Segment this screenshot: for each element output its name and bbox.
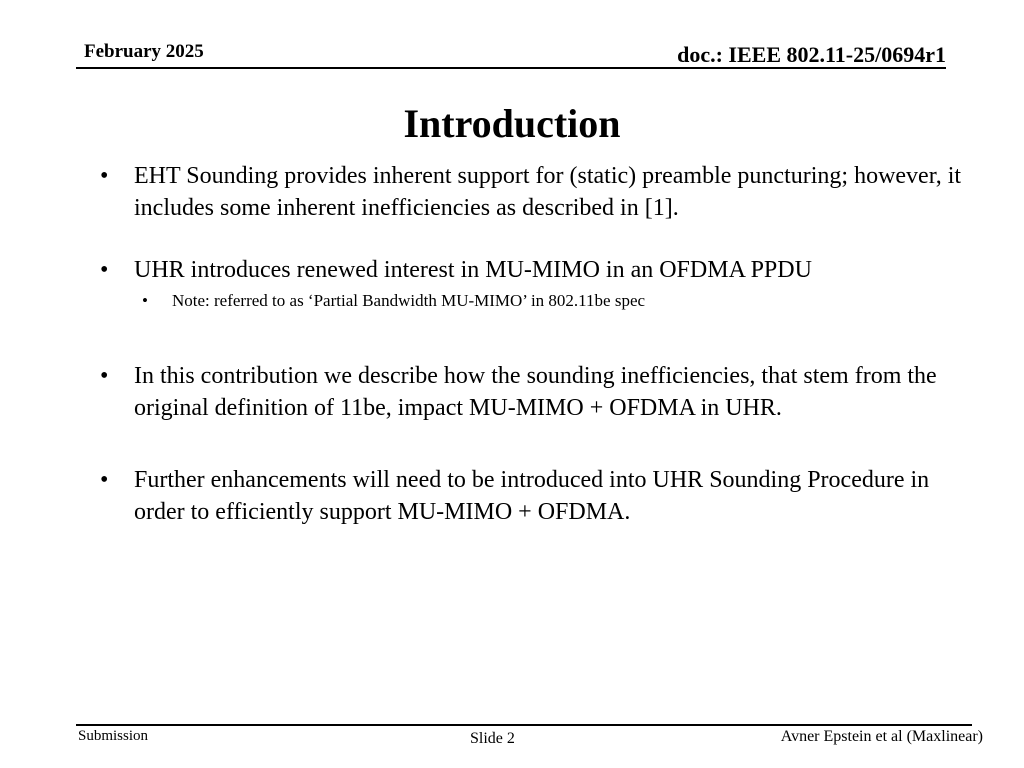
header-divider xyxy=(76,67,946,69)
bullet-marker: • xyxy=(100,163,109,189)
bullet-marker: • xyxy=(100,467,109,493)
footer-submission: Submission xyxy=(78,728,149,744)
bullet-text: EHT Sounding provides inherent support for (static) preamble puncturing; however, it includes some inherent inefficiencies as described in [1]. xyxy=(134,163,962,221)
bullet-item xyxy=(100,464,970,528)
sub-bullet-item xyxy=(142,290,970,312)
sub-bullet-marker: • xyxy=(142,291,148,310)
slide-body xyxy=(100,160,970,528)
bullet-text: UHR introduces renewed interest in MU-MIMO in an OFDMA PPDU xyxy=(134,257,812,283)
bullet-marker: • xyxy=(100,363,109,389)
footer-authors: Avner Epstein et al (Maxlinear) xyxy=(780,728,983,745)
bullet-marker: • xyxy=(100,257,109,283)
slide-title: Introduction xyxy=(403,101,621,146)
bullet-text: In this contribution we describe how the sounding inefficiencies, that stem from the original definition of 11be, impact MU-MIMO + OFDMA in UHR. xyxy=(134,363,937,421)
sub-bullet-text: Note: referred to as ‘Partial Bandwidth MU-MIMO’ in 802.11be spec xyxy=(172,291,646,310)
bullet-item xyxy=(100,160,970,224)
bullet-text: Further enhancements will need to be introduced into UHR Sounding Procedure in order to efficiently support MU-MIMO + OFDMA. xyxy=(134,467,930,525)
header-doc-id: doc.: IEEE 802.11-25/0694r1 xyxy=(677,42,946,67)
bullet-item xyxy=(100,360,970,424)
footer-divider xyxy=(76,724,972,726)
header-date: February 2025 xyxy=(84,41,204,62)
footer-slide-number: Slide 2 xyxy=(470,730,515,747)
bullet-item xyxy=(100,254,970,286)
